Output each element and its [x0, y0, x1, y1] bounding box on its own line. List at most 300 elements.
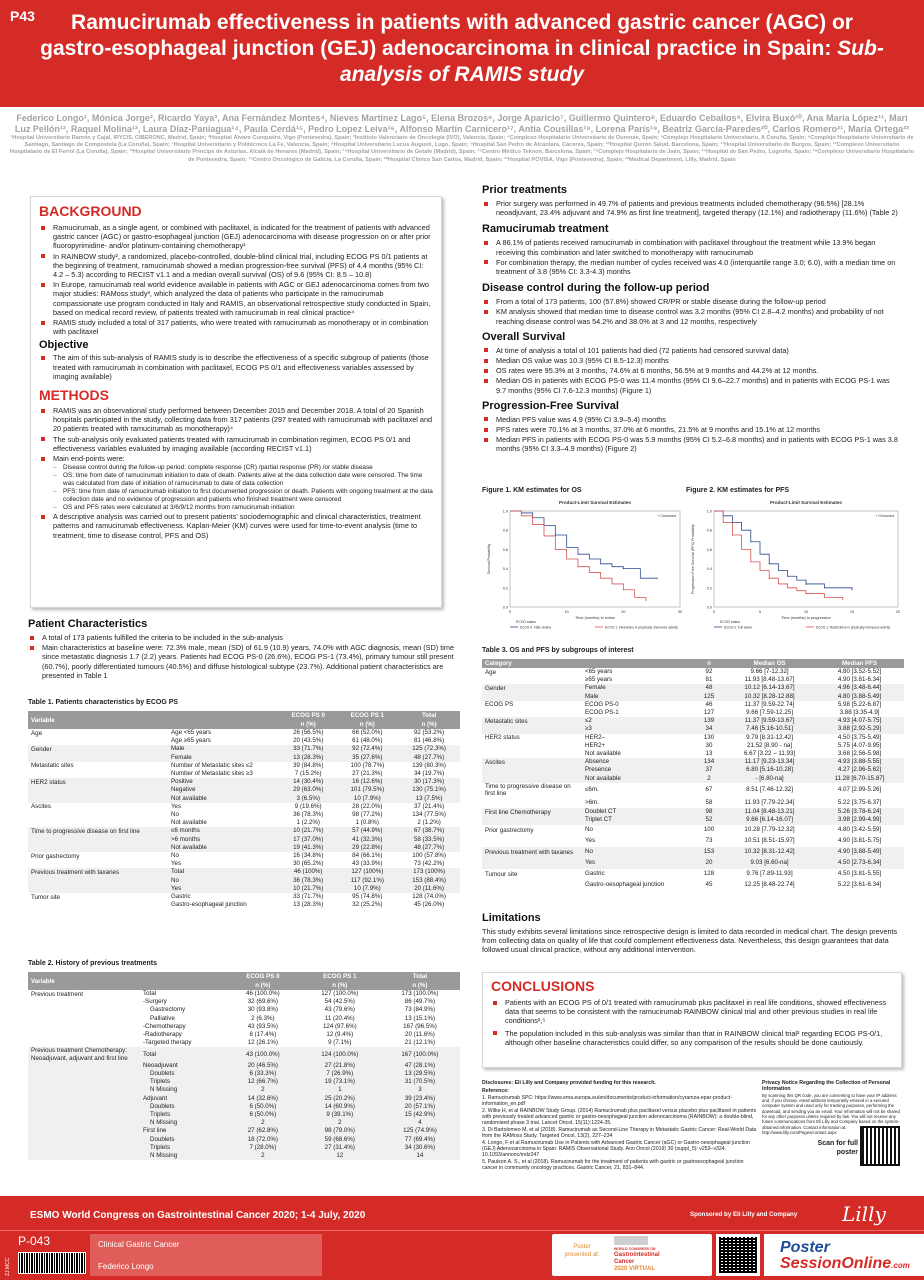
table-cell: 167 (96.5%) — [403, 1022, 437, 1030]
list-item: OS rates were 95.3% at 3 months, 74.6% at 6 months, 56.5% at 9 months and 44.2% at 12 months. — [482, 366, 900, 375]
presented-at: Poster presented at: — [564, 1244, 600, 1258]
list-item: – OS: time from date of ramucirumab initiation to date of death. Patients alive at the data collection date were censored. The time was calculated from date of initiation of ramucirumab to date of data collection — [53, 472, 433, 488]
table-header: Total — [380, 972, 460, 981]
table-cell: 4.90 [3.81-5.75] — [837, 837, 882, 845]
table-cell: Not available — [168, 844, 280, 852]
privacy-text: By scanning this QR code, you are consenting to have your IP address and, if you choose, email address temporarily entered in a secured computer system and used only for tracking purposes, performing the download, and sending you an email. Your information will not be shared for any other purposes unless required by law. You will not receive any future communications from Eli Lilly and Company based on the system-obtained information. Contact information at: http://www.lilly.com/Pages/contact.aspx — [762, 1092, 900, 1135]
reference-item: 4. Longo, F et al Ramucirumab Use in Patients with Advanced Gastric Cancer (aGC) or Gastro-oesophageal junction (GEJ) Adenocarcinoma in Spain: RAMIS Observational Study. Ann Oncol (2019) 30 (suppl_5): v253–v324. 10.1093/annonc/mdz247 — [482, 1139, 750, 1159]
table-cell: 2 — [226, 1152, 300, 1160]
table-row — [28, 745, 460, 753]
table-row — [28, 1152, 460, 1160]
list-item: Main end-points were: — [39, 454, 433, 463]
table1-caption: Table 1. Patients characteristics by ECOG PS — [28, 699, 179, 706]
table-cell: 59 (68.6%) — [300, 1136, 380, 1144]
table-cell: Previous treatment with taxanes — [482, 847, 582, 858]
table-cell: 12 (66.7%) — [226, 1078, 300, 1086]
y-tick-label: 0.4 — [502, 567, 508, 572]
table-subheader: n (%) — [398, 720, 460, 729]
table-header — [168, 711, 280, 729]
table-cell: 20 — [694, 858, 724, 869]
table-cell: 16 (34.8%) — [293, 852, 324, 860]
table-cell: 125 (72.3%) — [398, 745, 460, 753]
table-cell: Palliative — [150, 1014, 175, 1022]
table-cell: 6 (50.0%) — [226, 1103, 300, 1111]
y-tick-label: 1.0 — [706, 509, 712, 514]
table-cell: 7 (15.2%) — [294, 770, 322, 778]
x-tick-label: 5 — [758, 610, 762, 614]
table-cell: 10 (21.7%) — [280, 885, 336, 893]
censor-mark: + — [749, 559, 752, 565]
table-cell — [28, 860, 168, 868]
table-cell — [28, 1070, 140, 1078]
table-cell: Age <65 years — [171, 729, 212, 736]
table-cell: 13 (28.3%) — [280, 754, 336, 762]
table-cell: 1 — [300, 1086, 380, 1094]
table-cell: Doublet CT — [582, 808, 694, 816]
table-row — [28, 754, 460, 762]
table-cell: 81 (46.8%) — [413, 737, 445, 745]
table-cell: 4 — [380, 1119, 460, 1127]
list-item: Ramucirumab, as a single agent, or combined with paclitaxel, is indicated for the treatment of patients with advanced gastric cancer (AGC) or gastro-esophageal junction (GEJ) adenocarcinoma with disease progression on or after prior fluoropyrimidine- and/or platinum-containing chemotherapy¹ — [39, 223, 433, 251]
table-cell: 46 (100%) — [280, 868, 336, 876]
table-cell: 10.51 [8.51-15.97] — [744, 837, 795, 845]
table-cell — [482, 709, 582, 717]
table-cell: 134 (77.5%) — [412, 811, 446, 819]
table-cell: 4.50 [3.81-5.55] — [837, 870, 882, 878]
table-cell: 27 (62.8%) — [226, 1127, 300, 1135]
table-cell: Time to progressive disease on first line — [28, 827, 168, 835]
table-row — [28, 1062, 460, 1070]
objective-title: Objective — [39, 339, 89, 352]
table-cell: Age ≥65 years — [171, 737, 211, 745]
esmo-year: 2020 VIRTUAL — [614, 1266, 656, 1272]
table-cell: 34 — [694, 725, 724, 733]
x-tick-label: 10 — [564, 610, 569, 614]
table-cell: 43 (33.9%) — [352, 860, 383, 868]
list-item: The aim of this sub-analysis of RAMIS study is to describe the effectiveness of a specific subgroup of patients (those treated with ramucirumab in combination with paclitaxel, ECOG PS 0/1 and effectiveness variables assessed by imaging available) — [39, 353, 433, 381]
table-cell: 10.32 [8.28-12.88] — [724, 693, 815, 701]
table-cell: 73 — [705, 837, 713, 845]
table-cell: Triplets — [140, 1111, 226, 1119]
table-cell: 1 (0.8%) — [355, 819, 379, 827]
table-cell: 1 (2.2%) — [296, 819, 320, 827]
table-cell: 173 (100%) — [398, 868, 460, 876]
prior-treatments-list — [482, 199, 900, 217]
table-cell — [28, 1086, 140, 1094]
table-header: Variable — [28, 711, 168, 729]
table-cell — [28, 795, 168, 803]
table1 — [28, 711, 460, 909]
reference-item: 5. Paulson A. S., et al (2018). Ramucirumab for the treatment of patients with gastric or gastroesophageal junction cancer in community oncology practices. Gastric Cancer, 21, 831–844. — [482, 1158, 744, 1172]
table-cell: 153 — [694, 847, 724, 858]
table-cell: 31 (70.5%) — [380, 1078, 460, 1086]
table-row — [482, 750, 904, 758]
list-item: RAMIS study included a total of 317 patients, who were treated with ramucirumab as monotherapy or in combination with paclitaxel — [39, 318, 433, 336]
legend-title: ECOG status — [720, 620, 740, 624]
table-cell: 9 (39.1%) — [300, 1111, 380, 1119]
table-row — [28, 1095, 460, 1103]
list-item: Median PFS in patients with ECOG PS-0 was 5.9 months (95% CI 5.2–6.8 months) and in patients with ECOG PS-1 was 3.8 months (95% CI 3.3–4.9 months) (Figure 2) — [482, 435, 900, 453]
censor-mark: + — [786, 585, 789, 591]
table-cell: 34 (19.7%) — [413, 770, 445, 778]
table-row — [28, 762, 460, 770]
table-cell: N Missing — [140, 1152, 226, 1160]
table-cell: 7.46 [5.16-10.51] — [724, 725, 815, 733]
table-header: Total — [398, 711, 460, 720]
background-methods-box — [30, 196, 442, 608]
table-cell: No — [171, 811, 179, 819]
footer-qr-icon[interactable] — [716, 1234, 760, 1276]
censor-mark: + — [622, 565, 625, 571]
figure2-chart — [686, 497, 904, 637]
conclusions-box — [482, 972, 902, 1068]
table-cell: 66 (52.0%) — [352, 729, 383, 736]
table-cell: 27 (21.3%) — [352, 770, 383, 778]
table-cell: 98 — [694, 808, 724, 816]
table-cell: 27 (21.8%) — [300, 1062, 380, 1070]
table3-caption: Table 3. OS and PFS by subgroups of interest — [482, 647, 634, 654]
table-cell: ≤6m. — [585, 785, 599, 793]
table-row — [28, 1006, 460, 1014]
table-cell: 92 — [705, 668, 713, 675]
table-row — [28, 844, 460, 852]
table-cell: Previous treatment with taxanes — [28, 868, 168, 876]
table-cell: 21 (12.1%) — [404, 1039, 436, 1047]
table-cell: Doublets — [140, 1103, 226, 1111]
table-cell: 5.75 [4.07-9.95] — [837, 741, 882, 749]
table-row — [28, 1127, 460, 1135]
table-cell: 9.76 [7.89-11.93] — [746, 870, 793, 878]
table-cell: 37 (21.4%) — [413, 802, 445, 810]
table-cell: 46 — [705, 700, 713, 708]
reference-item: 1. Ramucirumab SPC: https://www.ema.europa.eu/en/documents/product-information/cyramza-epar-product-information_en.pdf — [482, 1094, 732, 1108]
table-cell: 4.50 [3.75-5.49] — [837, 733, 882, 741]
table-cell: 45 — [705, 881, 713, 889]
table-row — [482, 766, 904, 774]
table-cell: 12.25 [8.48-22.74] — [744, 881, 795, 889]
table-subheader: n (%) — [280, 720, 336, 729]
y-tick-label: 1.0 — [502, 509, 508, 514]
list-item: – PFS: time from date of ramucirumab initiation to first documented progression or death. Patients with ongoing treatment at the data collection date and no evidence of progression and patients who finished treatment were censored — [53, 488, 433, 504]
table-cell: Yes — [582, 858, 694, 869]
figure2-caption: Figure 2. KM estimates for PFS — [686, 487, 790, 494]
table-cell: 134 — [694, 758, 724, 766]
table-header: n — [694, 659, 724, 668]
table-row — [28, 737, 460, 745]
table-cell: 100 (78.7%) — [350, 761, 385, 769]
table-cell: Gastro-esophageal junction — [171, 901, 247, 909]
reference-item: 2. Wilke H, et al RAINBOW Study Group. (2014) Ramucirumab plus paclitaxel versus placebo plus paclitaxel in patients with previously treated advanced gastric or gastro-oesophageal junction adenocarcinoma (RAINBOW): a double-blind, randomised phase 3 trial. Lancet Oncol, 15(11):1224-35. — [482, 1107, 757, 1127]
table-cell: 14 (60.9%) — [300, 1103, 380, 1111]
table-cell: 43 (93.5%) — [247, 1022, 278, 1030]
table-cell: 26 (56.5%) — [293, 729, 324, 736]
censor-mark: + — [531, 515, 534, 521]
table-cell: 11.93 [8.48-13.67] — [744, 676, 795, 684]
table-cell: 127 (100%) — [336, 868, 398, 876]
table-cell: 4.90 [3.88-5.49] — [815, 847, 904, 858]
table-cell: 35 (27.6%) — [336, 754, 398, 762]
table-cell: 20 (46.5%) — [226, 1062, 300, 1070]
table-cell: 34 (30.6%) — [380, 1144, 460, 1152]
table-cell: 12 (26.1%) — [247, 1039, 278, 1047]
barcode-icon — [18, 1252, 86, 1274]
table-cell: 2 — [226, 1086, 300, 1094]
table-cell: 130 — [703, 733, 715, 741]
table-row — [28, 778, 460, 786]
table-cell — [28, 844, 168, 852]
qr-code-icon[interactable] — [862, 1128, 898, 1164]
table-cell: 173 (100.0%) — [401, 990, 439, 997]
table-cell: Ascites — [482, 758, 582, 766]
list-item: Patients with an ECOG PS of 0/1 treated with ramucirumab plus paclitaxel in real life conditions, showed effectiveness data that seems to be consistent with the ramucirumab RAINBOW clinical trial and other previous studies in real life conditions²,⁵ — [491, 998, 893, 1026]
x-tick-label: 0 — [712, 610, 716, 614]
table-header — [582, 659, 694, 668]
table-cell: 4.93 [4.07-5.75] — [815, 717, 904, 725]
list-item: PFS rates were 70.1% at 3 months, 37.0% at 6 months, 21.5% at 9 months and 15.1% at 12 months — [482, 425, 900, 434]
table-cell: 125 (74.9%) — [380, 1127, 460, 1135]
table-cell: 6 (33.3%) — [226, 1070, 300, 1078]
table-subheader: n (%) — [226, 981, 300, 990]
table-cell: Neoadjuvant — [140, 1062, 226, 1070]
table-cell: 3 — [380, 1086, 460, 1094]
table-cell: >6m. — [585, 798, 599, 806]
table-cell: ECOG PS-0 — [585, 700, 619, 708]
table-cell: 19 (41.3%) — [280, 844, 336, 852]
table-cell: 7 (26.9%) — [300, 1070, 380, 1078]
x-axis-label: Time (months) to exitus — [575, 616, 615, 620]
table-cell: 47 (28.1%) — [380, 1062, 460, 1070]
pfs-title: Progression-Free Survival — [482, 399, 619, 412]
table-cell: 4.27 [2.96-5.62] — [815, 766, 904, 774]
table-cell: 29 (63.0%) — [280, 786, 336, 794]
table-cell: Gastric — [585, 870, 605, 878]
list-item: Prior surgery was performed in 49.7% of patients and previous treatments included chemotherapy (96.5%) [28.1% neoadjuvant, 23.4% adjuvant and 74.9% as first line treatment], targeted therapy (12.1%) and radiotherapy (11.6%) (Table 2) — [482, 199, 900, 217]
table-row — [28, 1119, 460, 1127]
table-row — [28, 852, 460, 860]
table-cell: Yes — [171, 802, 182, 810]
table-cell: -Radiotherapy — [143, 1031, 182, 1039]
table-cell: 3.88 [2.92-5.29] — [815, 725, 904, 733]
os-title: Overall Survival — [482, 330, 566, 343]
privacy-notice — [762, 1080, 904, 1135]
list-item: RAMIS was an observational study performed between December 2015 and December 2018. A total of 20 Spanish hospitals participated in the study, collecting data from 317 patients (297 treated with ramucirumab with paclitaxel and 20 patients treated with ramucirumab as monotherapy)⁴ — [39, 406, 433, 434]
background-list — [39, 223, 433, 336]
author-list: Federico Longo¹, Mónica Jorge², Ricardo Yaya³, Ana Fernández Montes⁴, Nieves Martínez Lago⁵, Elena Brozos⁶, Jorge Aparicio⁷, Guillermo Quintero⁸, Eduardo Ceballos⁹, Elvira Buxó¹⁰, Ana María López¹¹, Mari Luz Pellón¹², Raquel Molina¹³, Laura Díaz-Paniagua¹⁴, Paula Cerdá¹⁵, Pedro Lopez Leiva¹⁶, Alfonso Martín Carnicero¹⁷, Antia Cousillas¹⁸, Lorena París¹⁹, Beatriz García-Paredes²⁰, Carlos Romero²¹, María Ortega²² — [14, 113, 910, 134]
table-cell: 101 (79.5%) — [336, 786, 398, 794]
table-cell: 139 (80.3%) — [412, 761, 446, 769]
table-cell: Yes — [171, 860, 182, 868]
table-row — [482, 825, 904, 836]
table-cell: -Surgery — [143, 998, 167, 1006]
table-row — [28, 1078, 460, 1086]
table-cell: 14 — [380, 1152, 460, 1160]
table-cell: 9.66 [6.14-16.07] — [724, 816, 815, 824]
disease-control-title: Disease control during the follow-up period — [482, 282, 710, 295]
x-tick-label: 30 — [677, 610, 683, 614]
x-tick-label: 20 — [895, 610, 901, 614]
table-row — [28, 803, 460, 811]
table-cell: 33 (71.7%) — [280, 745, 336, 753]
table-cell: Triplet CT — [582, 816, 694, 824]
table-cell: 4.90 [3.81-6.34] — [837, 676, 882, 684]
table-cell: 13 (28.3%) — [293, 901, 324, 909]
table-row — [28, 1136, 460, 1144]
table-cell — [28, 786, 168, 794]
table-cell: 13 (29.5%) — [380, 1070, 460, 1078]
table-cell: 3.98 [2.99-4.99] — [815, 816, 904, 824]
table-cell: ≥3 — [582, 725, 694, 733]
table-cell: 127 (100.0%) — [321, 990, 359, 997]
legend-title: ECOG status — [516, 620, 536, 624]
table-cell — [28, 819, 168, 827]
disease-control-list — [482, 297, 900, 326]
table-cell: 10.28 [7.79-12.32] — [744, 826, 795, 834]
table-cell: 18 (72.0%) — [226, 1136, 300, 1144]
table-row — [482, 808, 904, 816]
table-cell: 5.22 [3.61-6.34] — [837, 881, 882, 889]
list-item: A descriptive analysis was carried out to present patients' sociodemographic and clinical characteristics, treatment patterns and ramucirumab effectiveness. Kaplan-Meier (KM) curves were used for time-to-event analysis (time to treatment, time to disease control, PFS and OS) — [39, 512, 433, 540]
censored-legend: + Censored — [875, 514, 894, 518]
table-header: Median OS — [724, 659, 815, 668]
table-cell: 10 (21.7%) — [280, 827, 336, 835]
table-row — [28, 827, 460, 835]
table-header: ECOG PS 1 — [336, 711, 398, 720]
ram-treatment-list — [482, 238, 900, 276]
table-cell: 86 (49.7%) — [404, 998, 436, 1006]
limitations-text: This study exhibits several limitations since retrospective design is limited to data recorded in medical chart. The design prevents from collecting data on quality of life that could complement effectiveness data. Nevertheless, this design guarantees that data followed usual clinical practice, without any additional intervention. — [482, 927, 898, 955]
table-row — [482, 725, 904, 733]
table-header: ECOG PS 0 — [226, 972, 300, 981]
table-cell: 9.66 [7-12.32] — [750, 668, 789, 675]
table-cell: 41 (32.3%) — [336, 836, 398, 844]
table-header: ECOG PS 0 — [280, 711, 336, 720]
plot-title: Product-Limit Survival Estimates — [559, 500, 631, 505]
table-cell: ECOG PS — [485, 701, 514, 709]
y-tick-label: 0.8 — [502, 528, 508, 533]
table-cell: 33 (71.7%) — [293, 893, 324, 901]
table-cell: 92 (72.4%) — [336, 745, 398, 753]
table-cell: Absence — [582, 758, 694, 766]
affiliations: ¹Hospital Universitario Ramón y Cajal, IRYCIS, CIBERONC, Madrid, Spain; ²Hospital Álvaro Cunqueiro, Vigo (Pontevedra), Spain; ³Instituto Valenciano de Oncología (IVO), Valencia, Spain; ⁴Complexo Hospitalario Universitario de Ourense, Spain; ⁵Complejo Hospitalario Universitario, A Coruña, Spain; ⁶Complejo Hospitalario Universitario de Santiago, Santiago de Compostela (La Coruña), Spain; ⁷Hospital Universitario y Politécnico La Fe, Valencia, Spain; ⁸Hospital Universitario Lucus Augusti, Lugo, Spain; ⁹Hospital San Pedro de Alcántara, Cáceres, Spain; ¹⁰Hospital Quirón Salud, Barcelona, Spain; ¹¹Hospital Universitario de Burgos, Spain; ¹²Complexo Universitario Hospitalario de El Ferrol (La Coruña), Spain; ¹³Hospital Universitario Príncipe de Asturias, Alcalá de Henares (Madrid), Spain; ¹⁴Hospital Universitario de Getafe (Madrid), Spain; ¹⁵Centro Médico Teknon, Barcelona, Spain; ¹⁶Complejo Hospitalario de Jaén, Spain; ¹⁷Hospital de San Pedro, Logroño, Spain; ¹⁸Complexo Universitario Hospitalario de Pontevedra, Spain; ¹⁹Centro Oncológico de Galicia, La Coruña, Spain; ²⁰Hospital Clínico San Carlos, Madrid, Spain; ²¹Hospital POVISA, Vigo (Pontevedra), Spain; ²²Medical Department, Lilly, Madrid, Spain — [9, 135, 915, 163]
table-header: ECOG PS 1 — [300, 972, 380, 981]
table-row — [28, 786, 460, 794]
table-cell: 4.96 [3.48-6.44] — [815, 684, 904, 692]
table-cell: 5.98 [5.22-6.87] — [837, 700, 882, 708]
table-header: Category — [482, 659, 582, 668]
table-cell — [482, 816, 582, 824]
y-tick-label: 0.0 — [502, 605, 508, 610]
y-tick-label: 0.0 — [706, 605, 712, 610]
table-cell: 73 (84.9%) — [404, 1006, 436, 1014]
legend-entry: ECOG 1: Fiedotrano in physically chemured activity — [605, 625, 678, 630]
table-cell: 84 (66.1%) — [352, 852, 383, 860]
table-cell: Previous treatment Chemotherapy: Neoadjuvant, adjuvant and first line — [28, 1047, 140, 1061]
table-cell: 11.04 [8.48-13.21] — [724, 808, 815, 816]
patient-characteristics-section — [28, 618, 468, 681]
presenter-name: Federico Longo — [98, 1262, 154, 1271]
table-cell: ≤2 — [582, 717, 694, 725]
table-row — [28, 860, 460, 868]
table-cell: Male — [582, 693, 694, 701]
table-cell: 58 (33.5%) — [398, 836, 460, 844]
table-cell: 4.80 [3.52-5.52] — [837, 668, 882, 675]
table-cell — [482, 775, 582, 783]
table-cell: First line Chemotherapy — [482, 808, 582, 816]
methods-title: METHODS — [39, 387, 109, 404]
table-cell: 19 (73.1%) — [300, 1078, 380, 1086]
table-cell: Tumor site — [31, 893, 60, 901]
table-cell: - [6.80-na] — [724, 775, 815, 783]
table-row — [28, 1111, 460, 1119]
censor-mark: + — [656, 575, 659, 581]
table-cell: 32 (25.2%) — [352, 901, 383, 909]
table-cell: Yes — [168, 885, 280, 893]
table-header — [140, 972, 226, 990]
table-cell: 4.07 [2.99-5.26] — [837, 785, 882, 793]
ram-treatment-title: Ramucirumab treatment — [482, 223, 609, 236]
table-row — [482, 816, 904, 824]
table-row — [482, 775, 904, 783]
table-cell: 100 — [703, 826, 715, 834]
table-cell: 8.51 [7.46-12.32] — [746, 785, 793, 793]
table-row — [28, 811, 460, 819]
censor-mark: + — [531, 521, 534, 527]
table-cell: 61 (48.0%) — [352, 737, 383, 745]
table-cell — [28, 1095, 140, 1103]
table-cell: 4.93 [3.88-5.55] — [815, 758, 904, 766]
list-item: – Disease control during the follow-up period: complete response (CR) /partial response (PR) /or stable disease — [53, 464, 433, 472]
table-cell: Total — [143, 990, 157, 997]
list-item: Median PFS value was 4.9 (95% CI 3.9–5.4) months — [482, 415, 900, 424]
table-cell — [28, 1006, 140, 1014]
censor-mark: + — [599, 561, 602, 567]
table-cell — [482, 693, 582, 701]
table-cell: 27 (31.4%) — [300, 1144, 380, 1152]
table-row — [28, 729, 460, 737]
table-cell — [482, 676, 582, 684]
table-cell: No — [582, 847, 694, 858]
table-cell: 11.17 [9.23-13.34] — [724, 758, 815, 766]
table-row — [28, 819, 460, 827]
censor-mark: + — [576, 551, 580, 557]
postersession-logo[interactable]: Poster SessionOnline.com — [780, 1239, 910, 1272]
table-cell: Female — [168, 754, 280, 762]
x-tick-label: 15 — [849, 610, 855, 614]
table-cell: Adjuvant — [140, 1095, 226, 1103]
list-item: The sub-analysis only evaluated patients treated with ramucirumab in combination regimen, ECOG PS 0/1 and effectiveness variables evaluated by imaging available (according RECIST v1.1) — [39, 435, 433, 453]
table-cell: 46 (100.0%) — [246, 990, 280, 997]
table-cell: 10 (7.9%) — [336, 795, 398, 803]
table-cell: 128 — [703, 870, 715, 878]
table-cell: Presence — [582, 766, 694, 774]
table-cell: 139 — [694, 717, 724, 725]
table-cell: <65 years — [585, 668, 613, 675]
list-item: In Europe, ramucirumab real world evidence available in patients with AGC or GEJ adenocarcinoma comes from two major studies: RAMoss study³, which analyzed the data of patients who participate in the ramucirumab compassionate use program conducted in Italy and RAMIS, an observational retrospective study conducted in Spain, based on medical record review, of patients treated with ramucirumab in real clinical practice⁴ — [39, 280, 433, 317]
table-cell: Doublets — [140, 1070, 226, 1078]
table-cell — [28, 901, 168, 909]
table-cell: 4.80 [3.42-5.59] — [837, 826, 882, 834]
table-row — [482, 797, 904, 808]
table-cell: 9 (7.1%) — [328, 1039, 352, 1047]
table-cell: 128 (74.0%) — [412, 893, 446, 901]
table-cell — [28, 1111, 140, 1119]
table-cell: Total — [168, 868, 280, 876]
table-subheader: n (%) — [380, 981, 460, 990]
censor-mark: + — [622, 587, 625, 593]
table-cell: Male — [168, 745, 280, 753]
table-cell: Metastatic sites — [31, 762, 74, 770]
table-cell: 28 (22.0%) — [352, 802, 383, 810]
